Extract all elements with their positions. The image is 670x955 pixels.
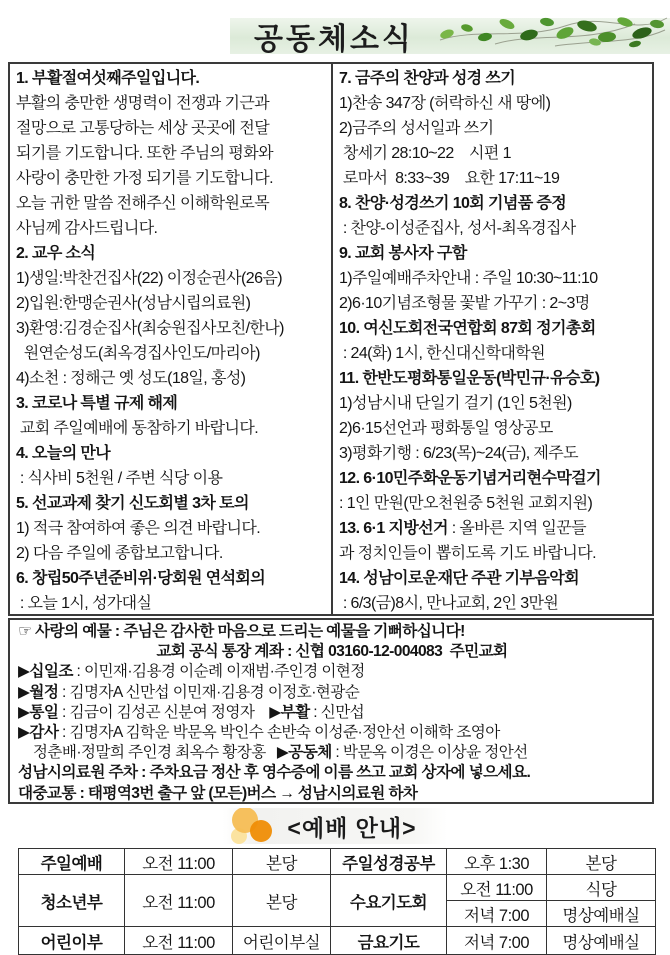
notice-box [8,62,654,616]
text-line [339,566,648,591]
text-segment: 5. 선교과제 찾기 신도회별 3차 토의 [16,495,249,512]
service-time-cell: 저녁 7:00 [447,901,547,927]
text-line [16,116,327,141]
text-segment: 성남시의료원 주차 : 주차요금 정산 후 영수증에 이름 쓰고 교회 상자에 넣으세요. [18,764,531,782]
table-row [19,849,656,875]
text-segment: 교회 주일예배에 동참하기 바랍니다. [16,420,259,437]
text-line [339,466,648,491]
text-line [339,391,648,416]
text-line [339,316,648,341]
text-line [16,191,327,216]
text-segment: : 김금이 김성곤 신분여 정영자 [58,703,270,721]
text-line [339,441,648,466]
service-time-cell: 저녁 7:00 [447,927,547,955]
text-segment: 2)6·10기념조형물 꽃밭 가꾸기 : 2~3명 [339,295,590,312]
text-segment: 창세기 28:10~22 시편 1 [339,145,511,162]
text-line [339,166,648,191]
text-segment: : 올바른 지역 일꾼들 [447,520,586,537]
text-segment: ▶통일 [18,703,59,721]
text-line [18,703,646,723]
text-line [16,566,327,591]
worship-guide-title: <예배 안내> [287,814,417,841]
text-line [16,441,327,466]
text-segment: : 김명자A 신만섭 이민재·김용경 이정호·현광순 [58,683,360,701]
text-segment: 1. 부활절여섯째주일입니다. [16,70,200,87]
text-line [16,341,327,366]
text-segment: : 찬양-이성준집사, 성서-최옥경집사 [339,220,576,237]
text-line [339,291,648,316]
text-segment: ▶월정 [18,683,59,701]
text-line [16,366,327,391]
text-line [18,723,646,743]
service-place-cell: 본당 [233,849,331,875]
text-segment: 11. 한반도평화통일운동(박민규·유승호) [339,370,600,387]
service-time-cell: 오전 11:00 [125,849,233,875]
text-segment: ▶감사 [18,723,59,741]
text-segment: 과 정치인들이 뽑히도록 기도 바랍니다. [339,545,596,562]
worship-guide-band [223,808,446,844]
text-segment: 6. 창립50주년준비위·당회원 연석회의 [16,570,266,587]
text-segment: ▶공동체 [276,744,332,762]
text-segment: 8. 찬양·성경쓰기 10회 기념품 증정 [339,195,567,212]
text-line [16,541,327,566]
text-segment: 1)주일예배주차안내 : 주일 10:30~11:10 [339,270,598,287]
service-place-cell: 본당 [547,849,656,875]
text-segment: 3)평화기행 : 6/23(목)~24(금), 제주도 [339,445,578,462]
text-line [16,316,327,341]
text-line [16,591,327,614]
service-time-cell: 오전 11:00 [447,875,547,901]
text-segment: 사님께 감사드립니다. [16,220,158,237]
text-line [339,366,648,391]
service-place-cell: 본당 [233,875,331,927]
text-segment: 7. 금주의 찬양과 성경 쓰기 [339,70,516,87]
text-segment: 사랑이 충만한 가정 되기를 기도합니다. [16,170,273,187]
text-line [18,763,646,783]
text-line [339,341,648,366]
text-segment: 오늘 귀한 말씀 전해주신 이해학원로목 [16,195,270,212]
worship-schedule-table [18,848,656,955]
leaf-decoration-image [435,10,670,54]
notice-column-left [10,64,331,614]
text-line [16,241,327,266]
text-line [339,216,648,241]
text-line [339,516,648,541]
text-line [16,466,327,491]
text-segment: 3. 코로나 특별 규제 해제 [16,395,178,412]
text-line [18,743,646,763]
notice-column-right [331,64,652,614]
text-segment: 절망으로 고통당하는 세상 곳곳에 전달 [16,120,270,137]
text-segment: 3)환영:김경순집사(최숭원집사모친/한나) [16,320,284,337]
text-line [16,516,327,541]
text-segment: 1)성남시내 단일기 걸기 (1인 5천원) [339,395,572,412]
text-segment: : 6/3(금)8시, 만나교회, 2인 3만원 [339,595,559,612]
text-segment: 9. 교회 봉사자 구함 [339,245,467,262]
table-row [19,927,656,955]
text-segment: ☞ 사랑의 예물 : 주님은 감사한 마음으로 드리는 예물을 기뻐하십니다! [18,623,465,640]
text-line [339,91,648,116]
text-segment: : 식사비 5천원 / 주변 식당 이용 [16,470,223,487]
text-segment: 2)6·15선언과 평화통일 영상공모 [339,420,553,437]
text-line [16,91,327,116]
text-segment: 1)찬송 347장 (허락하신 새 땅에) [339,95,551,112]
service-name-cell: 금요기도 [331,927,447,955]
text-line [16,166,327,191]
text-line [339,541,648,566]
service-place-cell: 명상예배실 [547,901,656,927]
text-segment: : 신만섭 [309,703,365,721]
service-name-cell: 수요기도회 [331,875,447,927]
text-line [18,662,646,682]
text-segment: 되기를 기도합니다. 또한 주님의 평화와 [16,145,273,162]
text-segment: : 김명자A 김학운 박문옥 박인수 손반숙 이성준·정안선 이해학 조영아 [58,723,500,741]
text-line [339,116,648,141]
service-time-cell: 오후 1:30 [447,849,547,875]
text-line [18,784,646,804]
service-name-cell: 주일예배 [19,849,125,875]
text-segment: 12. 6·10민주화운동기념거리현수막걸기 [339,470,601,487]
text-segment: 4)소천 : 정해근 옛 성도(18일, 홍성) [16,370,246,387]
text-line [16,216,327,241]
text-segment: 2. 교우 소식 [16,245,96,262]
text-segment: 2) 다음 주일에 종합보고합니다. [16,545,223,562]
text-line [18,642,646,662]
text-segment: 정춘배·정말희 주인경 최옥수 황장홍 [18,744,277,762]
service-time-cell: 오전 11:00 [125,875,233,927]
text-segment: 원연순성도(최옥경집사인도/마리아) [16,345,260,362]
text-segment: ▶부활 [269,703,310,721]
service-place-cell: 어린이부실 [233,927,331,955]
text-line [18,683,646,703]
text-segment: : 이민재·김용경 이순례 이재범·주인경 이현정 [72,663,365,681]
text-segment: ▶십일조 [18,663,73,681]
service-time-cell: 오전 11:00 [125,927,233,955]
text-line [16,391,327,416]
text-segment: : 오늘 1시, 성가대실 [16,595,152,612]
text-segment: 10. 여신도회전국연합회 87회 정기총회 [339,320,596,337]
offering-box [8,618,654,804]
text-segment: 2)금주의 성서일과 쓰기 [339,120,494,137]
text-line [18,622,646,642]
table-row [19,875,656,901]
text-segment: 1) 적극 참여하여 좋은 의견 바랍니다. [16,520,261,537]
text-line [339,191,648,216]
text-line [339,416,648,441]
text-line [16,141,327,166]
text-line [16,266,327,291]
text-segment: 2)입원:한맹순권사(성남시립의료원) [16,295,251,312]
text-segment: 1)생일:박찬건집사(22) 이정순권사(26음) [16,270,282,287]
text-line [16,66,327,91]
service-name-cell: 주일성경공부 [331,849,447,875]
text-segment: 대중교통 : 태평역3번 출구 앞 (모든)버스 → 성남시의료원 하차 [18,784,418,802]
text-segment: 14. 성남이로운재단 주관 기부음악회 [339,570,579,587]
text-segment: : 박문옥 이경은 이상윤 정안선 [331,744,528,762]
service-place-cell: 명상예배실 [547,927,656,955]
text-line [16,416,327,441]
service-name-cell: 청소년부 [19,875,125,927]
text-line [16,491,327,516]
text-line [339,266,648,291]
text-line [339,241,648,266]
text-segment: : 24(화) 1시, 한신대신학대학원 [339,345,545,362]
text-segment: 로마서 8:33~39 요한 17:11~19 [339,170,560,187]
text-segment: 교회 공식 통장 계좌 : 신협 03160-12-004083 주민교회 [156,643,508,661]
service-place-cell: 식당 [547,875,656,901]
text-line [339,591,648,614]
text-line [16,291,327,316]
text-segment: : 1인 만원(만오천원중 5천원 교회지원) [339,495,593,512]
worship-guide-heading [0,806,670,846]
text-segment: 4. 오늘의 만나 [16,445,111,462]
text-line [339,66,648,91]
text-segment: 13. 6·1 지방선거 [339,520,448,537]
text-line [339,491,648,516]
page-title: 공동체소식 [254,23,414,56]
text-segment: 부활의 충만한 생명력이 전쟁과 기근과 [16,95,270,112]
service-name-cell: 어린이부 [19,927,125,955]
text-line [339,141,648,166]
orange-circles-decoration [223,808,287,844]
